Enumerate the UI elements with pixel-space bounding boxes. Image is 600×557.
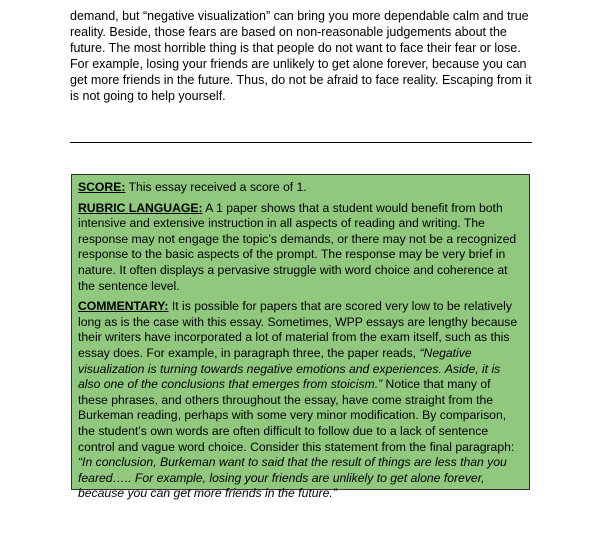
essay-excerpt bbox=[70, 8, 540, 104]
score-label: SCORE: bbox=[78, 180, 126, 194]
score-commentary-box bbox=[71, 174, 530, 501]
commentary-quote-2: “In conclusion, Burkeman want to said that the result of things are less than you feared….. For example, losing your friends are unlikely to get alone forever, because you can get more friends in the future.” bbox=[78, 455, 507, 501]
commentary-label: COMMENTARY: bbox=[78, 299, 169, 314]
commentary-section bbox=[78, 299, 523, 502]
commentary-quote-1: “Negative visualization is turning towards negative emotions and experiences. Aside, it is also one of the conclusions that emerges from stoicism.” bbox=[78, 345, 501, 392]
rubric-section bbox=[78, 201, 523, 295]
rubric-text: A 1 paper shows that a student would benefit from both intensive and extensive instruction in all aspects of reading and writing. The response may not engage the topic’s demands, or there may not be a recognized response to the basic aspects of the prompt. The response may be very brief in nature. It often displays a pervasive struggle with word choice and coherence at the sentence level. bbox=[78, 200, 517, 293]
score-section bbox=[78, 180, 523, 196]
commentary-text-1: It is possible for papers that are scored very low to be relatively long as is the case with this essay. Sometimes, WPP essays are lengthy because their writers have incorporated a lot of material from the exam itself, such as this essay does. For example, in paragraph three, the paper reads, bbox=[78, 299, 518, 360]
commentary-text-2: Notice that many of these phrases, and others throughout the essay, have come straight from the Burkeman reading, perhaps with some very minor modification. By comparison, the student’s own words are often difficult to follow due to a lack of sentence control and vague word choice. Consider this statement from the final paragraph: bbox=[78, 377, 515, 454]
section-divider bbox=[70, 142, 532, 143]
rubric-label: RUBRIC LANGUAGE: bbox=[78, 200, 203, 215]
essay-paragraph: demand, but “negative visualization” can bring you more dependable calm and true reality. Beside, those fears are based on non-reasonable judgements about the future. The most horrible thing is that people do not want to face their fear or lose. For example, losing your friends are unlikely to get alone forever, because you can get more friends in the future. Thus, do not be afraid to face reality. Escaping from it is not going to help yourself. bbox=[70, 9, 532, 103]
score-text: This essay received a score of 1. bbox=[125, 180, 307, 194]
